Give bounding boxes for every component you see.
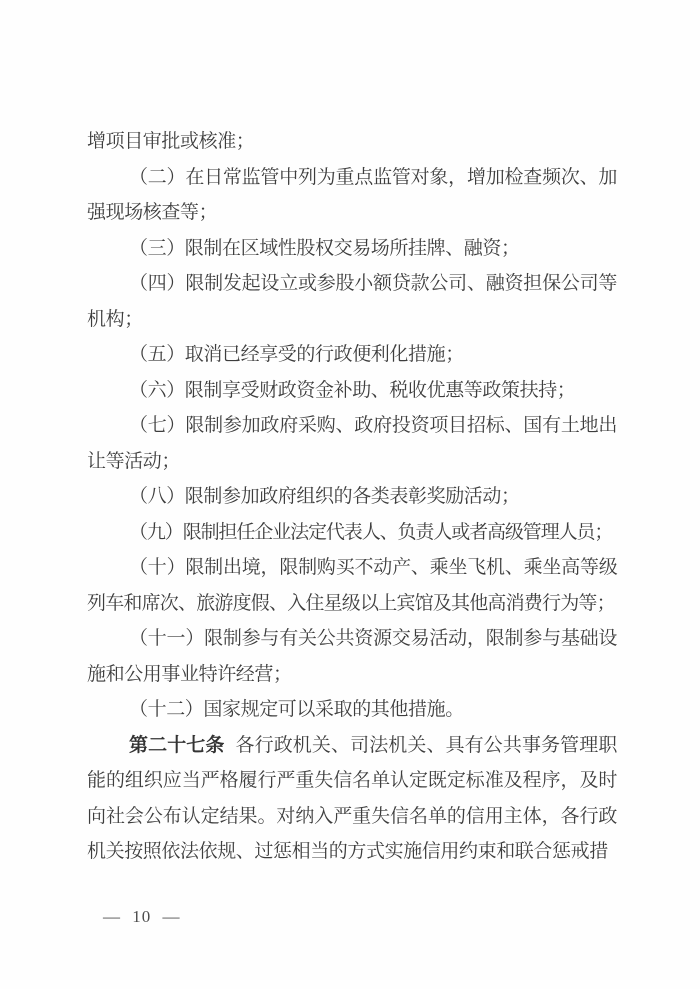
clause-item-2: （二）在日常监管中列为重点监管对象，增加检查频次、加强现场核查等； — [87, 166, 617, 223]
clause-item-7: （七）限制参加政府采购、政府投资项目招标、国有土地出让等活动； — [87, 415, 617, 472]
article-27-body: 各行政机关、司法机关、具有公共事务管理职能的组织应当严格履行严重失信名单认定既定标准及程序，及时向社会公布认定结果。对纳入严重失信名单的信用主体，各行政机关按照依法依规、过惩相当的方式实施信用约束和联合惩戒措 — [87, 734, 617, 862]
clause-item-12: （十二）国家规定可以采取的其他措施。 — [129, 699, 464, 720]
page-number: — 10 — — [103, 907, 181, 926]
clause-item-8: （八）限制参加政府组织的各类表彰奖励活动； — [129, 486, 520, 507]
clause-item-9: （九）限制担任企业法定代表人、负责人或者高级管理人员； — [129, 521, 613, 543]
clause-item-3: （三）限制在区域性股权交易场所挂牌、融资； — [129, 237, 520, 259]
clause-item-4: （四）限制发起设立或参股小额贷款公司、融资担保公司等机构； — [87, 273, 617, 330]
clause-item-5: （五）取消已经享受的行政便利化措施； — [129, 344, 464, 365]
clause-item-11: （十一）限制参与有关公共资源交易活动，限制参与基础设施和公用事业特许经营； — [87, 628, 617, 685]
article-27-paragraph — [87, 728, 617, 870]
article-27-number: 第二十七条 — [129, 734, 225, 756]
document-text-block — [87, 124, 617, 870]
clause-item-10: （十）限制出境，限制购买不动产、乘坐飞机、乘坐高等级列车和席次、旅游度假、入住星级以上宾馆及其他高消费行为等； — [87, 557, 617, 614]
clause-item-6: （六）限制享受财政资金补助、税收优惠等政策扶持； — [129, 379, 576, 401]
continuation-line: 增项目审批或核准； — [87, 131, 255, 152]
